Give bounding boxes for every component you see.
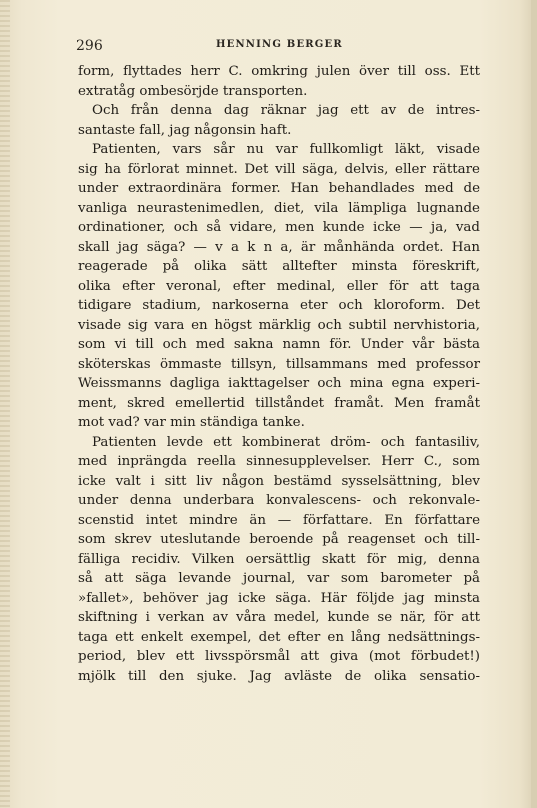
text-line: ment, skred emellertid tillståndet framåt. Men framåt [78,395,480,411]
text-line: scenstid intet mindre än — författare. En författare [78,512,480,528]
text-line: reagerade på olika sätt alltefter minsta föreskrift, [78,259,480,274]
text-line: taga ett enkelt exempel, det efter en lång nedsättnings- [78,629,480,645]
running-head: HENNING BERGER [216,39,343,50]
text-line: med inprängda reella sinnesupplevelser. Herr C., som [78,454,480,469]
text-line: under extraordinära former. Han behandlades med de [78,181,480,196]
text-line: sköterskas ömmaste tillsyn, tillsammans med professor [78,356,480,372]
text-line: extratåg ombesörjde transporten. [78,83,308,99]
text-line: Patienten, vars sår nu var fullkomligt läkt, visade [92,142,480,157]
page-number: 296 [76,38,103,54]
text-line: Och från denna dag räknar jag ett av de intres- [92,103,480,118]
text-line: skall jag säga? — v a k n a, är månhända ordet. Han [78,239,480,255]
text-line: så att säga levande journal, var som barometer på [78,571,480,586]
text-line: skiftning i verkan av våra medel, kunde se när, för att [78,610,480,625]
body-text [78,62,480,686]
text-line: mot vad? var min ständiga tanke. [78,415,305,430]
text-line: under denna underbara konvalescens- och rekonvale- [78,493,480,508]
page-binding-edge [0,0,10,808]
text-line: Patienten levde ett kombinerat dröm- och fantasiliv, [92,434,480,450]
text-line: icke valt i sitt liv någon bestämd sysselsättning, blev [78,473,480,489]
text-line: som vi till och med sakna namn för. Under vår bästa [78,337,480,352]
text-line: mjölk till den sjuke. Jag avläste de olika sensatio- [78,668,480,684]
text-line: sig ha förlorat minnet. Det vill säga, delvis, eller rättare [78,161,480,177]
text-line: form, flyttades herr C. omkring julen över till oss. Ett [78,64,480,79]
text-line: fälliga recidiv. Vilken oersättlig skatt för mig, denna [78,551,480,567]
page-right-edge [531,0,537,808]
text-line: tidigare stadium, narkoserna eter och kloroform. Det [78,298,480,313]
text-line: vanliga neurastenimedlen, diet, vila lämpliga lugnande [78,200,480,216]
text-line: olika efter veronal, efter medinal, eller för att taga [78,278,480,294]
text-line: period, blev ett livsspörsmål att giva (mot förbudet!) [78,649,480,664]
text-line: santaste fall, jag någonsin haft. [78,122,292,138]
text-line: Weissmanns dagliga iakttagelser och mina egna experi- [78,376,480,391]
text-line: »fallet», behöver jag icke säga. Här följde jag minsta [78,590,480,606]
text-line: som skrev uteslutande beroende på reagenset och till- [78,532,480,547]
page-header [76,38,480,54]
text-line: ordinationer, och så vidare, men kunde icke — ja, vad [78,220,480,235]
text-line: visade sig vara en högst märklig och subtil nervhistoria, [78,317,480,333]
